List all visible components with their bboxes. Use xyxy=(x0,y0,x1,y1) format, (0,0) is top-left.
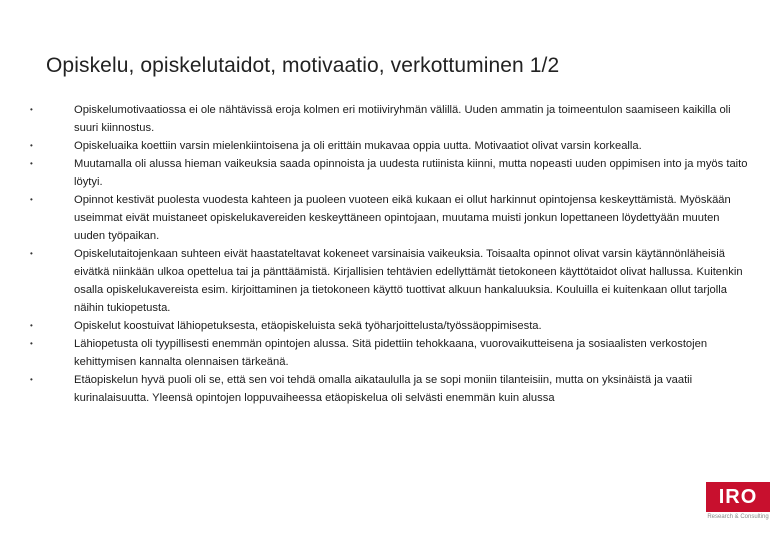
bullet-text: Opiskeluaika koettiin varsin mielenkiintoisena ja oli erittäin mukavaa oppia uutta. Motivaatiot olivat varsin korkealla. xyxy=(74,140,642,152)
list-item xyxy=(30,137,750,155)
logo-text: IRO xyxy=(718,485,758,508)
bullet-text: Muutamalla oli alussa hieman vaikeuksia saada opinnoista ja uudesta rutiinista kiinni, mutta nopeasti uuden oppimisen into ja myös taito löytyi. xyxy=(74,158,748,188)
bullet-icon: • xyxy=(30,375,33,384)
bullet-icon: • xyxy=(30,141,33,150)
slide-title: Opiskelu, opiskelutaidot, motivaatio, verkottuminen 1/2 xyxy=(46,54,560,77)
list-item xyxy=(30,371,750,407)
bullet-list xyxy=(30,101,750,407)
list-item xyxy=(30,155,750,191)
bullet-icon: • xyxy=(30,195,33,204)
bullet-text: Opiskelut koostuivat lähiopetuksesta, etäopiskeluista sekä työharjoittelusta/työssäoppimisesta. xyxy=(74,320,542,332)
bullet-text: Opiskelutaitojenkaan suhteen eivät haastateltavat kokeneet varsinaisia vaikeuksia. Toisaalta opinnot olivat varsin käytännönläheisiä eivätkä niinkään ulkoa opettelua tai ja pänttäämistä. Kirjallisien tehtävien edellyttämät tietokoneen käyttötaidot olivat hallussa. Kuitenkin osalla opiskelukavereista esim. kirjoittaminen ja tietokoneen käyttö tuottivat alkuun hankaluuksia. Kouluilla ei kuitenkaan ollut tarjolla näihin tukiopetusta. xyxy=(74,248,743,314)
bullet-icon: • xyxy=(30,339,33,348)
bullet-icon: • xyxy=(30,105,33,114)
bullet-text: Opinnot kestivät puolesta vuodesta kahteen ja puoleen vuoteen eikä kukaan ei ollut harkinnut opintojensa keskeyttämistä. Myöskään useimmat eivät muistaneet opiskelukavereiden keskeyttäneen opintojaan, muutama muisti jonkun lopettaneen löydettyään muuten uuden työpaikan. xyxy=(74,194,731,242)
iro-logo xyxy=(706,482,770,528)
bullet-icon: • xyxy=(30,321,33,330)
bullet-icon: • xyxy=(30,249,33,258)
bullet-text: Etäopiskelun hyvä puoli oli se, että sen voi tehdä omalla aikataululla ja se sopi moniin tilanteisiin, mutta on yksinäistä ja vaatii kurinalaisuutta. Yleensä opintojen loppuvaiheessa etäopiskelua oli selvästi enemmän kuin alussa xyxy=(74,374,693,404)
logo-box xyxy=(706,482,770,512)
list-item xyxy=(30,191,750,245)
list-item xyxy=(30,245,750,317)
logo-subtitle: Research & Consulting xyxy=(707,514,769,520)
bullet-text: Opiskelumotivaatiossa ei ole nähtävissä eroja kolmen eri motiiviryhmän välillä. Uuden ammatin ja toimeentulon saamiseen kaikilla oli suuri kiinnostus. xyxy=(74,104,731,134)
list-item xyxy=(30,317,750,335)
bullet-icon: • xyxy=(30,159,33,168)
list-item xyxy=(30,335,750,371)
bullet-text: Lähiopetusta oli tyypillisesti enemmän opintojen alussa. Sitä pidettiin tehokkaana, vuorovaikutteisena ja sosiaalisten verkostojen kehittymisen kannalta olennaisen tärkeänä. xyxy=(74,338,708,368)
list-item xyxy=(30,101,750,137)
